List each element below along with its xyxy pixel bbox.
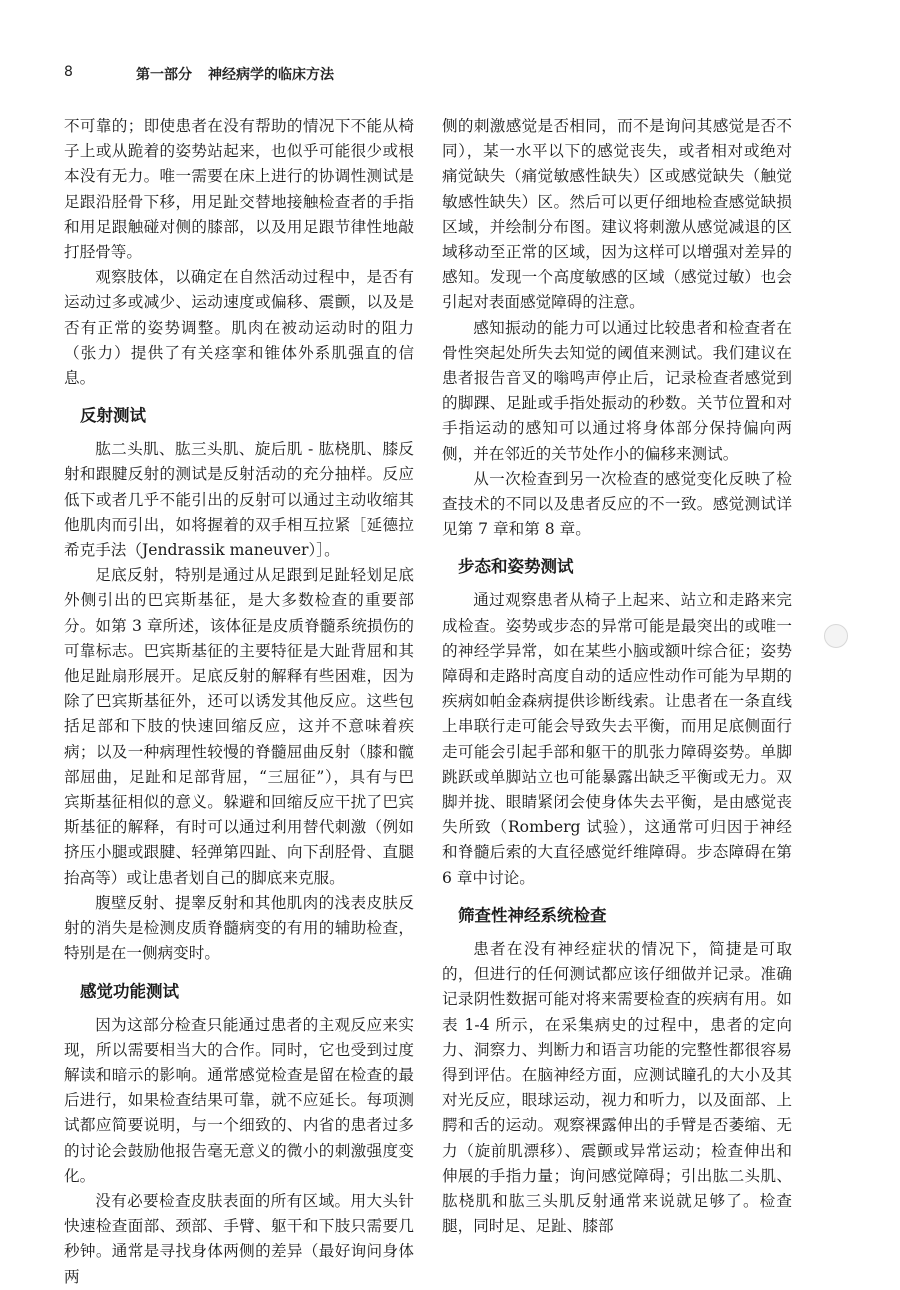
paragraph: 因为这部分检查只能通过患者的主观反应来实现，所以需要相当大的合作。同时，它也受到过度解读和暗示的影响。通常感觉检查是留在检查的最后进行，如果检查结果可靠，就不应延长。每项测试都应简要说明，与一个细致的、内省的患者过多的讨论会鼓励他报告毫无意义的微小的刺激强度变化。 bbox=[64, 1015, 414, 1185]
paragraph: 不可靠的；即使患者在没有帮助的情况下不能从椅子上或从跪着的姿势站起来，也似乎可能很少或根本没有无力。唯一需要在床上进行的协调性测试是足跟沿胫骨下移，用足趾交替地接触检查者的手指和用足跟触碰对侧的膝部，以及用足跟节律性地敲打胫骨等。 bbox=[64, 117, 414, 262]
paragraph: 观察肢体，以确定在自然活动过程中，是否有运动过多或减少、运动速度或偏移、震颤，以及是否有正常的姿势调整。肌肉在被动运动时的阻力（张力）提供了有关痉挛和锥体外系肌强直的信息。 bbox=[64, 268, 414, 388]
left-column bbox=[64, 114, 414, 1290]
paragraph: 侧的刺激感觉是否相同，而不是询问其感觉是否不同），某一水平以下的感觉丧失，或者相对或绝对痛觉缺失（痛觉敏感性缺失）区或感觉缺失（触觉敏感性缺失）区。然后可以更仔细地检查感觉缺损区域，并绘制分布图。建议将刺激从感觉减退的区域移动至正常的区域，因为这样可以增强对差异的感知。发现一个高度敏感的区域（感觉过敏）也会引起对表面感觉障碍的注意。 bbox=[442, 117, 792, 312]
paragraph: 没有必要检查皮肤表面的所有区域。用大头针快速检查面部、颈部、手臂、躯干和下肢只需要几秒钟。通常是寻找身体两侧的差异（最好询问身体两 bbox=[64, 1191, 414, 1286]
page-number: 8 bbox=[64, 64, 73, 80]
section-heading-sensory: 感觉功能测试 bbox=[80, 981, 179, 1001]
header-section-title: 神经病学的临床方法 bbox=[208, 67, 334, 83]
section-heading-screening: 筛查性神经系统检查 bbox=[458, 905, 607, 925]
page-header bbox=[64, 62, 836, 86]
header-part-label: 第一部分 bbox=[136, 67, 192, 83]
paragraph: 腹壁反射、提睾反射和其他肌肉的浅表皮肤反射的消失是检测皮质脊髓病变的有用的辅助检查，特别是在一侧病变时。 bbox=[64, 893, 414, 963]
paragraph: 从一次检查到另一次检查的感觉变化反映了检查技术的不同以及患者反应的不一致。感觉测试详见第 7 章和第 8 章。 bbox=[442, 469, 792, 539]
paragraph: 通过观察患者从椅子上起来、站立和走路来完成检查。姿势或步态的异常可能是最突出的或唯一的神经学异常，如在某些小脑或额叶综合征；姿势障碍和走路时高度自动的适应性动作可能为早期的疾病如帕金森病提供诊断线索。让患者在一条直线上串联行走可能会导致失去平衡，而用足底侧面行走可能会引起手部和躯干的肌张力障碍姿势。单脚跳跃或单脚站立也可能暴露出缺乏平衡或无力。双脚并拢、眼睛紧闭会使身体失去平衡，是由感觉丧失所致（Romberg 试验），这通常可归因于神经和脊髓后索的大直径感觉纤维障碍。步态障碍在第 6 章中讨论。 bbox=[442, 591, 792, 887]
section-heading-reflex: 反射测试 bbox=[80, 406, 146, 426]
paragraph: 肱二头肌、肱三头肌、旋后肌 - 肱桡肌、膝反射和跟腱反射的测试是反射活动的充分抽样。反应低下或者几乎不能引出的反射可以通过主动收缩其他肌肉而引出，如将握着的双手相互拉紧［延德拉希克手法（Jendrassik maneuver）］。 bbox=[64, 440, 414, 560]
section-heading-gait: 步态和姿势测试 bbox=[458, 557, 574, 577]
right-column bbox=[442, 114, 792, 1239]
paragraph: 患者在没有神经症状的情况下，简捷是可取的，但进行的任何测试都应该仔细做并记录。准确记录阴性数据可能对将来需要检查的疾病有用。如表 1-4 所示，在采集病史的过程中，患者的定向力、洞察力、判断力和语言功能的完整性都很容易得到评估。在脑神经方面，应测试瞳孔的大小及其对光反应，眼球运动，视力和听力，以及面部、上腭和舌的运动。观察裸露伸出的手臂是否萎缩、无力（旋前肌漂移）、震颤或异常运动；检查伸出和伸展的手指力量；询问感觉障碍；引出肱二头肌、肱桡肌和肱三头肌反射通常来说就足够了。检查腿，同时足、足趾、膝部 bbox=[442, 939, 792, 1236]
paragraph: 感知振动的能力可以通过比较患者和检查者在骨性突起处所失去知觉的阈值来测试。我们建议在患者报告音叉的嗡鸣声停止后，记录检查者感觉到的脚踝、足趾或手指处振动的秒数。关节位置和对手指运动的感知可以通过将身体部分保持偏向两侧，并在邻近的关节处作小的偏移来测试。 bbox=[442, 318, 792, 463]
paragraph: 足底反射，特别是通过从足跟到足趾轻划足底外侧引出的巴宾斯基征，是大多数检查的重要部分。如第 3 章所述，该体征是皮质脊髓系统损伤的可靠标志。巴宾斯基征的主要特征是大趾背屈和其他足趾扇形展开。足底反射的解释有些困难，因为除了巴宾斯基征外，还可以诱发其他反应。这些包括足部和下肢的快速回缩反应，这并不意味着疾病；以及一种病理性较慢的脊髓屈曲反射（膝和髋部屈曲，足趾和足部背屈，“三屈征”），具有与巴宾斯基征相似的意义。躲避和回缩反应干扰了巴宾斯基征的解释，有时可以通过利用替代刺激（例如挤压小腿或跟腱、轻弹第四趾、向下刮胫骨、直腿抬高等）或让患者划自己的脚底来克服。 bbox=[64, 566, 414, 887]
side-scroll-marker bbox=[824, 624, 848, 648]
